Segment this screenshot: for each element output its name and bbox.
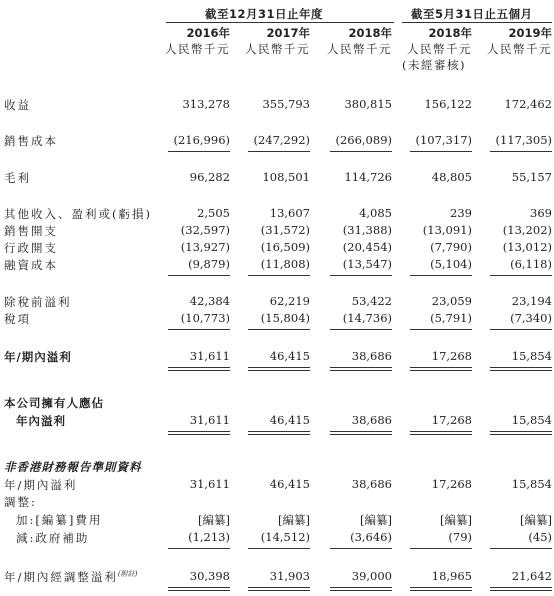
unit-header-5: 人民幣千元 (487, 42, 552, 56)
subtotal-rule (330, 151, 392, 152)
cell: (247,292) (253, 133, 310, 147)
cell: (7,790) (430, 240, 472, 254)
cell: (13,927) (180, 240, 230, 254)
cell: 96,282 (189, 170, 230, 184)
cell: (31,572) (260, 223, 310, 237)
total-double-rule (490, 367, 552, 368)
year-header-2017: 2017年 (266, 26, 310, 40)
cell: 38,686 (351, 413, 392, 427)
cell: [編纂] (520, 513, 552, 527)
subtotal-rule (168, 275, 230, 276)
subtotal-rule (248, 151, 310, 152)
total-double-rule (330, 587, 392, 588)
row-label-less-government-grants: 減:政府補助 (16, 531, 90, 545)
total-double-rule (410, 431, 472, 432)
cell: (6,118) (510, 257, 552, 271)
row-label-taxation: 稅項 (4, 312, 31, 326)
row-label-adjustments: 調整: (4, 495, 37, 509)
cell: 15,854 (511, 477, 552, 491)
cell: 46,415 (269, 477, 310, 491)
subtotal-rule (248, 548, 310, 549)
total-double-rule (248, 434, 310, 435)
cell: (13,012) (502, 240, 552, 254)
cell: (13,202) (502, 223, 552, 237)
cell: (79) (448, 530, 472, 544)
subtotal-rule (168, 151, 230, 152)
subtotal-rule (248, 329, 310, 330)
total-double-rule (490, 587, 552, 588)
cell: 355,793 (262, 97, 310, 111)
row-label-profit-for-period-2: 年/期內溢利 (4, 478, 78, 492)
row-label-revenue: 收益 (4, 98, 31, 112)
total-double-rule (490, 434, 552, 435)
adjusted-profit-text: 年/期內經調整溢利 (4, 570, 118, 584)
row-label-admin-expenses: 行政開支 (4, 241, 58, 255)
cell: 18,965 (431, 569, 472, 583)
cell: 38,686 (351, 349, 392, 363)
cell: 62,219 (269, 294, 310, 308)
row-label-selling-expenses: 銷售開支 (4, 224, 58, 238)
total-double-rule (490, 431, 552, 432)
cell: (7,340) (510, 311, 552, 325)
cell: [編纂] (198, 513, 230, 527)
cell: [編纂] (360, 513, 392, 527)
cell: 53,422 (351, 294, 392, 308)
subtotal-rule (490, 275, 552, 276)
cell: (3,646) (350, 530, 392, 544)
cell: 38,686 (351, 477, 392, 491)
year-header-2018: 2018年 (348, 26, 392, 40)
year-header-2016: 2016年 (186, 26, 230, 40)
total-double-rule (168, 587, 230, 588)
row-label-adjusted-profit (4, 569, 137, 585)
total-double-rule (168, 367, 230, 368)
cell: 31,903 (269, 569, 310, 583)
cell: 114,726 (344, 170, 392, 184)
cell: 313,278 (182, 97, 230, 111)
cell: (20,454) (342, 240, 392, 254)
subtotal-rule (330, 275, 392, 276)
cell: 13,607 (269, 206, 310, 220)
total-double-rule (330, 434, 392, 435)
cell: [編纂] (278, 513, 310, 527)
cell: (45) (528, 530, 552, 544)
total-double-rule (168, 370, 230, 371)
cell: (266,089) (335, 133, 392, 147)
cell: 17,268 (431, 477, 472, 491)
cell: 17,268 (431, 349, 472, 363)
total-double-rule (410, 590, 472, 591)
total-double-rule (168, 434, 230, 435)
total-double-rule (330, 431, 392, 432)
total-double-rule (248, 590, 310, 591)
cell: (5,791) (430, 311, 472, 325)
cell: 23,059 (431, 294, 472, 308)
cell: 108,501 (262, 170, 310, 184)
total-double-rule (330, 590, 392, 591)
cell: 23,194 (511, 294, 552, 308)
cell: (10,773) (180, 311, 230, 325)
cell: 30,398 (189, 569, 230, 583)
subtotal-rule (410, 329, 472, 330)
cell: 239 (450, 206, 472, 220)
row-label-attributable-to-owners: 本公司擁有人應佔 (4, 396, 104, 410)
cell: 39,000 (351, 569, 392, 583)
cell: 369 (530, 206, 552, 220)
subtotal-rule (490, 151, 552, 152)
unit-header-4: 人民幣千元 (407, 42, 472, 56)
cell: (13,547) (342, 257, 392, 271)
subtotal-rule (410, 275, 472, 276)
cell: (9,879) (188, 257, 230, 271)
cell: [編纂] (440, 513, 472, 527)
unit-header-3: 人民幣千元 (327, 42, 392, 56)
cell: 172,462 (504, 97, 552, 111)
cell: 31,611 (189, 413, 230, 427)
total-double-rule (248, 370, 310, 371)
cell: (15,804) (260, 311, 310, 325)
total-double-rule (330, 370, 392, 371)
row-label-non-hkfrs: 非香港財務報告準則資料 (4, 460, 142, 474)
cell: 48,805 (431, 170, 472, 184)
subtotal-rule (410, 548, 472, 549)
subtotal-rule (248, 275, 310, 276)
row-label-other-income: 其他收入、盈利或(虧損) (4, 207, 152, 221)
cell: (11,808) (260, 257, 310, 271)
cell: 31,611 (189, 477, 230, 491)
row-label-profit-for-year: 年內溢利 (16, 414, 66, 428)
adjusted-profit-note: (附註) (117, 570, 138, 579)
cell: 31,611 (189, 349, 230, 363)
unaudited-note: (未經審核) (402, 58, 466, 72)
cell: 46,415 (269, 413, 310, 427)
subtotal-rule (168, 329, 230, 330)
cell: 4,085 (359, 206, 392, 220)
cell: 15,854 (511, 349, 552, 363)
subtotal-rule (490, 329, 552, 330)
cell: 42,384 (189, 294, 230, 308)
total-double-rule (490, 370, 552, 371)
row-label-profit-for-period: 年/期內溢利 (4, 350, 72, 364)
cell: (13,091) (422, 223, 472, 237)
row-label-add-listing-expenses: 加:[編纂]費用 (16, 513, 103, 527)
total-double-rule (410, 367, 472, 368)
period-group-header: 截至5月31日止五個月 (411, 7, 533, 21)
period-header-2019: 2019年 (508, 26, 552, 40)
period-group-underline (402, 22, 552, 23)
row-label-finance-costs: 融資成本 (4, 258, 58, 272)
unit-header-2: 人民幣千元 (245, 42, 310, 56)
total-double-rule (490, 590, 552, 591)
cell: 21,642 (511, 569, 552, 583)
cell: (14,736) (342, 311, 392, 325)
total-double-rule (410, 434, 472, 435)
cell: (107,317) (415, 133, 472, 147)
year-group-underline (166, 22, 394, 23)
cell: (14,512) (260, 530, 310, 544)
cell: (1,213) (188, 530, 230, 544)
total-double-rule (410, 370, 472, 371)
total-double-rule (330, 367, 392, 368)
cell: (16,509) (260, 240, 310, 254)
subtotal-rule (490, 548, 552, 549)
total-double-rule (248, 431, 310, 432)
year-group-header: 截至12月31日止年度 (205, 7, 324, 21)
cell: 2,505 (197, 206, 230, 220)
cell: 46,415 (269, 349, 310, 363)
cell: 17,268 (431, 413, 472, 427)
subtotal-rule (410, 151, 472, 152)
row-label-profit-before-tax: 除稅前溢利 (4, 295, 72, 309)
total-double-rule (248, 367, 310, 368)
unit-header-1: 人民幣千元 (165, 42, 230, 56)
cell: 55,157 (511, 170, 552, 184)
cell: 156,122 (424, 97, 472, 111)
total-double-rule (168, 590, 230, 591)
cell: (216,996) (173, 133, 230, 147)
row-label-gross-profit: 毛利 (4, 171, 31, 185)
subtotal-rule (168, 548, 230, 549)
cell: 15,854 (511, 413, 552, 427)
row-label-cost-of-sales: 銷售成本 (4, 134, 58, 148)
period-header-2018: 2018年 (428, 26, 472, 40)
subtotal-rule (330, 329, 392, 330)
total-double-rule (248, 587, 310, 588)
subtotal-rule (330, 548, 392, 549)
total-double-rule (410, 587, 472, 588)
cell: (32,597) (180, 223, 230, 237)
cell: (117,305) (495, 133, 552, 147)
total-double-rule (168, 431, 230, 432)
cell: (5,104) (430, 257, 472, 271)
cell: 380,815 (344, 97, 392, 111)
cell: (31,388) (342, 223, 392, 237)
